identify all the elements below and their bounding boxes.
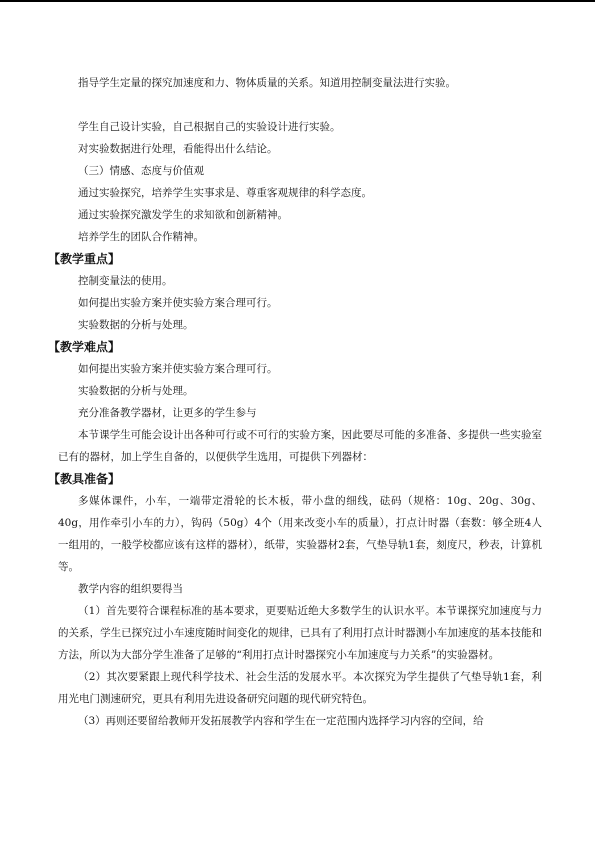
- key-point: 实验数据的分析与处理。: [78, 319, 194, 331]
- organization-heading: 教学内容的组织要得当: [78, 583, 183, 595]
- equipment-intro-paragraph: 本节课学生可能会设计出各种可行或不可行的实验方案，因此要尽可能的多准备、多提供一些实验室已有的器材，加上学生自备的，以便供学生选用，可提供下列器材：: [58, 429, 542, 463]
- difficult-points-heading: 【教学难点】: [48, 340, 121, 354]
- difficult-point: 实验数据的分析与处理。: [78, 385, 194, 397]
- organization-point: （3）再则还要留给教师开发拓展教学内容和学生在一定范围内选择学习内容的空间，给: [78, 715, 484, 727]
- key-points-heading: 【教学重点】: [48, 252, 121, 266]
- attitude-heading: （三）情感、态度与价值观: [78, 165, 204, 177]
- key-point: 控制变量法的使用。: [78, 275, 173, 287]
- intro-paragraph: 指导学生定量的探究加速度和力、物体质量的关系。知道用控制变量法进行实验。: [78, 77, 456, 89]
- tools-paragraph: 多媒体课件，小车，一端带定滑轮的长木板，带小盘的细线，砝码（规格：10g、20g、30g、40g，用作牵引小车的力），钩码（50g）4个（用来改变小车的质量），打点计时器（套数：够全班4人一组用的，一般学校都应该有这样的器材），纸带，实验器材2套，气垫导轨1套，刻度尺，秒表，计算机等。: [58, 495, 542, 573]
- process-item: 学生自己设计实验，自己根据自己的实验设计进行实验。: [78, 121, 341, 133]
- key-point: 如何提出实验方案并使实验方案合理可行。: [78, 297, 278, 309]
- organization-point: （1）首先要符合课程标准的基本要求，更要贴近绝大多数学生的认识水平。本节课探究加速度与力的关系，学生已探究过小车速度随时间变化的规律，已具有了利用打点计时器测小车加速度的基本技能和方法，所以为大部分学生准备了足够的“利用打点计时器探究小车加速度与力关系”的实验器材。: [58, 605, 542, 661]
- attitude-item: 培养学生的团队合作精神。: [78, 231, 204, 243]
- tools-heading: 【教具准备】: [48, 472, 121, 486]
- top-rule: [0, 0, 595, 2]
- attitude-item: 通过实验探究激发学生的求知欲和创新精神。: [78, 209, 288, 221]
- organization-point: （2）其次要紧跟上现代科学技术、社会生活的发展水平。本次探究为学生提供了气垫导轨1套，利用光电门测速研究，更具有利用先进设备研究问题的现代研究特色。: [58, 671, 542, 705]
- difficult-point: 如何提出实验方案并使实验方案合理可行。: [78, 363, 278, 375]
- attitude-item: 通过实验探究，培养学生实事求是、尊重客观规律的科学态度。: [78, 187, 372, 199]
- process-item: 对实验数据进行处理，看能得出什么结论。: [78, 143, 278, 155]
- difficult-point: 充分准备教学器材，让更多的学生参与: [78, 407, 257, 419]
- document-body: [48, 72, 542, 732]
